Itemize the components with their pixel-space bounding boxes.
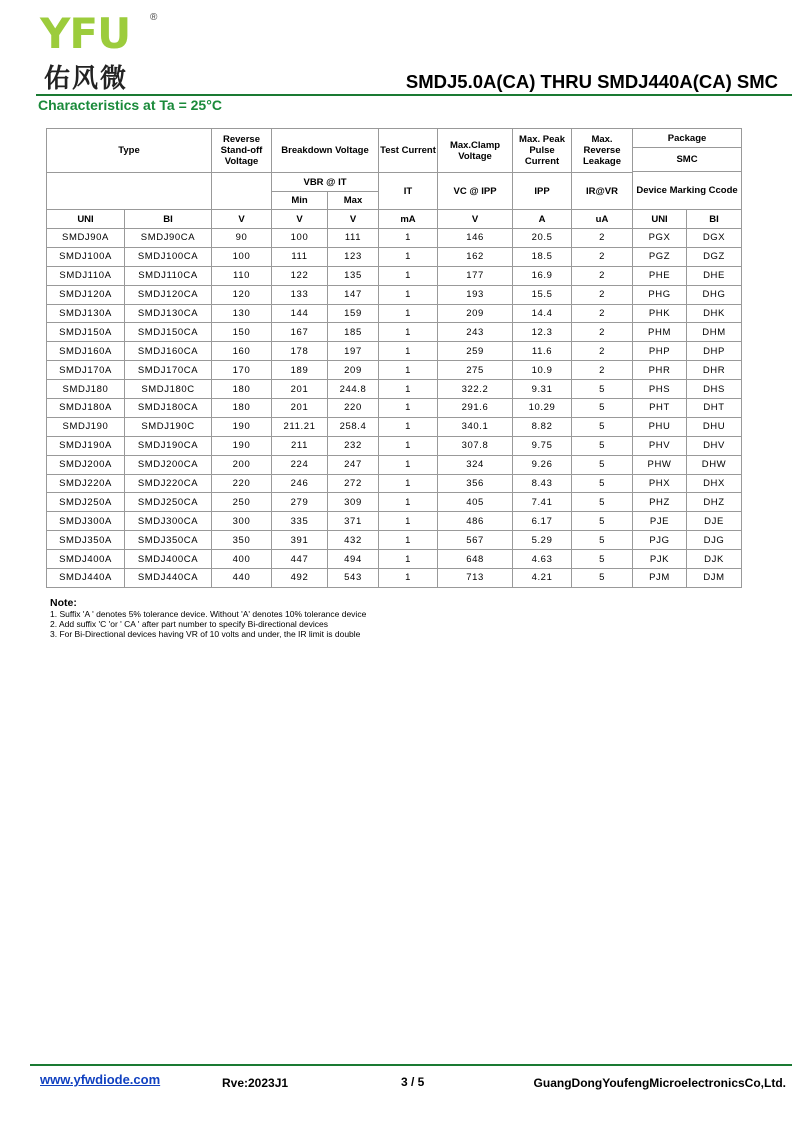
table-cell: DHV <box>687 436 742 455</box>
header-type: Type <box>47 129 212 173</box>
header-min: Min <box>272 192 328 210</box>
table-cell: PJK <box>633 550 687 569</box>
table-cell: SMDJ200A <box>47 455 125 474</box>
table-cell: PHX <box>633 474 687 493</box>
header-max: Max <box>328 192 379 210</box>
table-cell: 200 <box>212 455 272 474</box>
header-test-current: Test Current <box>379 129 438 173</box>
registered-mark: ® <box>150 12 158 23</box>
table-cell: PJE <box>633 512 687 531</box>
table-cell: SMDJ250A <box>47 493 125 512</box>
table-cell: 9.31 <box>513 380 572 399</box>
table-row <box>47 512 742 531</box>
header-ipp: IPP <box>513 173 572 210</box>
table-cell: 167 <box>272 323 328 342</box>
table-cell: SMDJ350A <box>47 531 125 550</box>
table-cell: 16.9 <box>513 266 572 285</box>
table-cell: 5 <box>572 436 633 455</box>
table-cell: 1 <box>379 380 438 399</box>
table-cell: 5 <box>572 531 633 550</box>
table-cell: DGX <box>687 229 742 248</box>
unit-cell: UNI <box>47 210 125 229</box>
table-cell: 5 <box>572 569 633 588</box>
unit-cell: uA <box>572 210 633 229</box>
section-subtitle: Characteristics at Ta = 25°C <box>38 97 222 113</box>
page-number: 3 / 5 <box>401 1075 425 1089</box>
table-cell: SMDJ200CA <box>125 455 212 474</box>
table-cell: 120 <box>212 285 272 304</box>
table-cell: DHU <box>687 417 742 436</box>
table-cell: PHG <box>633 285 687 304</box>
table-cell: 6.17 <box>513 512 572 531</box>
table-cell: DJM <box>687 569 742 588</box>
table-cell: 2 <box>572 229 633 248</box>
table-cell: 5 <box>572 474 633 493</box>
table-cell: 211 <box>272 436 328 455</box>
table-row <box>47 285 742 304</box>
table-cell: SMDJ90CA <box>125 229 212 248</box>
table-cell: 259 <box>438 342 513 361</box>
table-cell: 307.8 <box>438 436 513 455</box>
table-cell: 1 <box>379 512 438 531</box>
table-cell: SMDJ170A <box>47 361 125 380</box>
table-cell: PHE <box>633 266 687 285</box>
table-cell: 90 <box>212 229 272 248</box>
header-vc: VC @ IPP <box>438 173 513 210</box>
header-max-reverse-leakage: Max. Reverse Leakage <box>572 129 633 173</box>
header-package: Package <box>633 129 742 148</box>
table-cell: 177 <box>438 266 513 285</box>
unit-cell: mA <box>379 210 438 229</box>
header-package-type: SMC <box>633 148 742 172</box>
table-cell: SMDJ180A <box>47 399 125 418</box>
table-cell: 185 <box>328 323 379 342</box>
table-cell: DHS <box>687 380 742 399</box>
table-cell: SMDJ150A <box>47 323 125 342</box>
table-cell: 178 <box>272 342 328 361</box>
table-cell: PHT <box>633 399 687 418</box>
table-cell: 5 <box>572 417 633 436</box>
table-cell: SMDJ400CA <box>125 550 212 569</box>
table-cell: 170 <box>212 361 272 380</box>
table-cell: 201 <box>272 399 328 418</box>
table-cell: 111 <box>328 229 379 248</box>
table-cell: SMDJ190 <box>47 417 125 436</box>
table-cell: DHG <box>687 285 742 304</box>
table-row <box>47 531 742 550</box>
table-cell: PHK <box>633 304 687 323</box>
table-cell: 146 <box>438 229 513 248</box>
table-cell: 543 <box>328 569 379 588</box>
characteristics-table <box>46 128 742 588</box>
table-cell: 1 <box>379 531 438 550</box>
table-cell: 486 <box>438 512 513 531</box>
table-cell: 12.3 <box>513 323 572 342</box>
table-cell: 1 <box>379 229 438 248</box>
table-cell: SMDJ100CA <box>125 247 212 266</box>
table-cell: SMDJ220CA <box>125 474 212 493</box>
table-cell: 144 <box>272 304 328 323</box>
table-cell: 111 <box>272 247 328 266</box>
table-cell: 159 <box>328 304 379 323</box>
notes-heading: Note: <box>50 597 77 609</box>
table-cell: 8.82 <box>513 417 572 436</box>
table-cell: 243 <box>438 323 513 342</box>
table-cell: 189 <box>272 361 328 380</box>
table-cell: SMDJ110A <box>47 266 125 285</box>
note-item: 2. Add suffix 'C 'or ' CA ' after part number to specify Bi-directional devices <box>50 619 328 629</box>
table-cell: DHX <box>687 474 742 493</box>
table-cell: DHP <box>687 342 742 361</box>
unit-cell: V <box>212 210 272 229</box>
table-cell: 5 <box>572 380 633 399</box>
table-cell: 300 <box>212 512 272 531</box>
table-cell: SMDJ250CA <box>125 493 212 512</box>
table-cell: 1 <box>379 361 438 380</box>
table-cell: 440 <box>212 569 272 588</box>
company-logo <box>40 9 170 94</box>
table-cell: 324 <box>438 455 513 474</box>
table-cell: 567 <box>438 531 513 550</box>
table-cell: 14.4 <box>513 304 572 323</box>
table-cell: SMDJ130A <box>47 304 125 323</box>
unit-cell: BI <box>687 210 742 229</box>
table-cell: 201 <box>272 380 328 399</box>
footer-divider <box>30 1064 792 1066</box>
table-cell: 250 <box>212 493 272 512</box>
table-cell: SMDJ350CA <box>125 531 212 550</box>
header-divider <box>36 94 792 96</box>
table-row <box>47 455 742 474</box>
header-type-spacer <box>47 173 212 210</box>
table-cell: 2 <box>572 285 633 304</box>
table-cell: PHR <box>633 361 687 380</box>
table-cell: DHW <box>687 455 742 474</box>
header-ir-vr: IR@VR <box>572 173 633 210</box>
table-cell: PGZ <box>633 247 687 266</box>
table-row <box>47 247 742 266</box>
table-cell: PHP <box>633 342 687 361</box>
table-cell: 1 <box>379 399 438 418</box>
table-cell: SMDJ440CA <box>125 569 212 588</box>
table-cell: 244.8 <box>328 380 379 399</box>
header-it: IT <box>379 173 438 210</box>
table-cell: 1 <box>379 474 438 493</box>
header-standoff-spacer <box>212 173 272 210</box>
note-item: 3. For Bi-Directional devices having VR of 10 volts and under, the IR limit is double <box>50 629 361 639</box>
table-cell: 391 <box>272 531 328 550</box>
table-cell: 291.6 <box>438 399 513 418</box>
header-reverse-standoff: Reverse Stand-off Voltage <box>212 129 272 173</box>
table-cell: 135 <box>328 266 379 285</box>
table-cell: 133 <box>272 285 328 304</box>
table-cell: 405 <box>438 493 513 512</box>
table-cell: 209 <box>328 361 379 380</box>
table-cell: PJM <box>633 569 687 588</box>
table-row <box>47 229 742 248</box>
header-vbr: VBR @ IT <box>272 173 379 192</box>
table-cell: PHU <box>633 417 687 436</box>
table-cell: SMDJ180CA <box>125 399 212 418</box>
header-max-clamp: Max.Clamp Voltage <box>438 129 513 173</box>
table-cell: PHV <box>633 436 687 455</box>
table-row <box>47 342 742 361</box>
table-cell: 5 <box>572 512 633 531</box>
table-cell: 5 <box>572 455 633 474</box>
table-cell: 1 <box>379 436 438 455</box>
table-cell: 2 <box>572 323 633 342</box>
table-cell: 5 <box>572 399 633 418</box>
table-cell: PJG <box>633 531 687 550</box>
table-cell: SMDJ160A <box>47 342 125 361</box>
table-cell: 247 <box>328 455 379 474</box>
table-cell: 447 <box>272 550 328 569</box>
table-cell: 197 <box>328 342 379 361</box>
table-cell: 160 <box>212 342 272 361</box>
table-cell: 2 <box>572 247 633 266</box>
table-cell: 272 <box>328 474 379 493</box>
table-cell: 246 <box>272 474 328 493</box>
table-cell: 335 <box>272 512 328 531</box>
table-cell: 7.41 <box>513 493 572 512</box>
table-cell: SMDJ190CA <box>125 436 212 455</box>
table-row <box>47 399 742 418</box>
table-cell: 2 <box>572 266 633 285</box>
table-cell: 20.5 <box>513 229 572 248</box>
unit-cell: V <box>438 210 513 229</box>
table-cell: 162 <box>438 247 513 266</box>
table-cell: 15.5 <box>513 285 572 304</box>
header-max-peak-pulse: Max. Peak Pulse Current <box>513 129 572 173</box>
table-cell: 400 <box>212 550 272 569</box>
table-cell: 4.21 <box>513 569 572 588</box>
table-cell: SMDJ300CA <box>125 512 212 531</box>
table-cell: 2 <box>572 361 633 380</box>
table-row <box>47 323 742 342</box>
table-cell: 5.29 <box>513 531 572 550</box>
table-cell: 1 <box>379 285 438 304</box>
revision-label: Rve:2023J1 <box>222 1076 289 1090</box>
document-title: SMDJ5.0A(CA) THRU SMDJ440A(CA) SMC <box>405 71 778 92</box>
table-cell: 494 <box>328 550 379 569</box>
logo-letters: YFU <box>40 9 131 58</box>
unit-cell: UNI <box>633 210 687 229</box>
note-item: 1. Suffix 'A ' denotes 5% tolerance device. Without 'A' denotes 10% tolerance device <box>50 609 367 619</box>
table-cell: SMDJ190A <box>47 436 125 455</box>
table-cell: 1 <box>379 569 438 588</box>
table-cell: 193 <box>438 285 513 304</box>
table-cell: SMDJ110CA <box>125 266 212 285</box>
table-cell: 492 <box>272 569 328 588</box>
table-cell: PHW <box>633 455 687 474</box>
table-cell: 371 <box>328 512 379 531</box>
table-cell: DHK <box>687 304 742 323</box>
table-cell: 350 <box>212 531 272 550</box>
table-cell: 130 <box>212 304 272 323</box>
table-cell: 356 <box>438 474 513 493</box>
table-cell: SMDJ120CA <box>125 285 212 304</box>
table-row <box>47 474 742 493</box>
table-cell: 5 <box>572 550 633 569</box>
table-cell: 8.43 <box>513 474 572 493</box>
table-cell: 648 <box>438 550 513 569</box>
table-cell: 322.2 <box>438 380 513 399</box>
table-cell: 100 <box>272 229 328 248</box>
unit-cell: BI <box>125 210 212 229</box>
table-cell: DGZ <box>687 247 742 266</box>
table-cell: 180 <box>212 399 272 418</box>
table-cell: 11.6 <box>513 342 572 361</box>
table-cell: PHM <box>633 323 687 342</box>
table-cell: 122 <box>272 266 328 285</box>
table-cell: SMDJ180C <box>125 380 212 399</box>
table-cell: 1 <box>379 247 438 266</box>
table-cell: SMDJ90A <box>47 229 125 248</box>
table-cell: SMDJ160CA <box>125 342 212 361</box>
table-row <box>47 380 742 399</box>
table-cell: PGX <box>633 229 687 248</box>
table-cell: 1 <box>379 304 438 323</box>
table-cell: DJG <box>687 531 742 550</box>
table-cell: 279 <box>272 493 328 512</box>
unit-cell: V <box>272 210 328 229</box>
table-cell: DHT <box>687 399 742 418</box>
table-cell: 110 <box>212 266 272 285</box>
table-cell: 123 <box>328 247 379 266</box>
table-cell: DHE <box>687 266 742 285</box>
table-cell: 2 <box>572 304 633 323</box>
table-cell: SMDJ100A <box>47 247 125 266</box>
table-cell: DHM <box>687 323 742 342</box>
table-cell: SMDJ130CA <box>125 304 212 323</box>
table-cell: 190 <box>212 436 272 455</box>
table-cell: 1 <box>379 417 438 436</box>
table-cell: 432 <box>328 531 379 550</box>
table-cell: 180 <box>212 380 272 399</box>
table-cell: 258.4 <box>328 417 379 436</box>
table-cell: 5 <box>572 493 633 512</box>
table-cell: 275 <box>438 361 513 380</box>
table-cell: SMDJ220A <box>47 474 125 493</box>
header-marking: Device Marking Ccode <box>633 172 742 210</box>
header-breakdown: Breakdown Voltage <box>272 129 379 173</box>
table-cell: DHR <box>687 361 742 380</box>
unit-cell: V <box>328 210 379 229</box>
table-cell: 224 <box>272 455 328 474</box>
table-cell: 1 <box>379 323 438 342</box>
table-row <box>47 266 742 285</box>
table-cell: 220 <box>328 399 379 418</box>
table-row <box>47 436 742 455</box>
table-row <box>47 417 742 436</box>
table-cell: 309 <box>328 493 379 512</box>
website-link[interactable]: www.yfwdiode.com <box>40 1072 161 1087</box>
table-cell: SMDJ190C <box>125 417 212 436</box>
table-cell: 9.26 <box>513 455 572 474</box>
table-cell: SMDJ150CA <box>125 323 212 342</box>
table-cell: SMDJ300A <box>47 512 125 531</box>
table-cell: 713 <box>438 569 513 588</box>
table-cell: DHZ <box>687 493 742 512</box>
unit-cell: A <box>513 210 572 229</box>
table-cell: 10.9 <box>513 361 572 380</box>
table-cell: 340.1 <box>438 417 513 436</box>
table-cell: DJE <box>687 512 742 531</box>
table-cell: 2 <box>572 342 633 361</box>
table-cell: PHS <box>633 380 687 399</box>
table-cell: 4.63 <box>513 550 572 569</box>
table-cell: 147 <box>328 285 379 304</box>
logo-chinese-name: 佑风微 <box>44 64 129 94</box>
table-cell: DJK <box>687 550 742 569</box>
table-cell: SMDJ120A <box>47 285 125 304</box>
table-cell: 150 <box>212 323 272 342</box>
table-cell: 18.5 <box>513 247 572 266</box>
table-cell: PHZ <box>633 493 687 512</box>
table-row <box>47 550 742 569</box>
table-row <box>47 569 742 588</box>
table-row <box>47 304 742 323</box>
table-cell: 1 <box>379 493 438 512</box>
table-cell: 100 <box>212 247 272 266</box>
table-cell: 232 <box>328 436 379 455</box>
table-cell: SMDJ440A <box>47 569 125 588</box>
table-row <box>47 361 742 380</box>
table-cell: SMDJ180 <box>47 380 125 399</box>
table-cell: 1 <box>379 550 438 569</box>
company-name: GuangDongYoufengMicroelectronicsCo,Ltd. <box>533 1076 786 1090</box>
notes-section <box>50 598 366 639</box>
table-cell: SMDJ170CA <box>125 361 212 380</box>
table-cell: 211.21 <box>272 417 328 436</box>
table-cell: 220 <box>212 474 272 493</box>
table-cell: 1 <box>379 342 438 361</box>
table-cell: 1 <box>379 266 438 285</box>
table-cell: 9.75 <box>513 436 572 455</box>
table-cell: 1 <box>379 455 438 474</box>
table-cell: 209 <box>438 304 513 323</box>
table-row <box>47 493 742 512</box>
table-cell: 190 <box>212 417 272 436</box>
table-cell: 10.29 <box>513 399 572 418</box>
table-cell: SMDJ400A <box>47 550 125 569</box>
